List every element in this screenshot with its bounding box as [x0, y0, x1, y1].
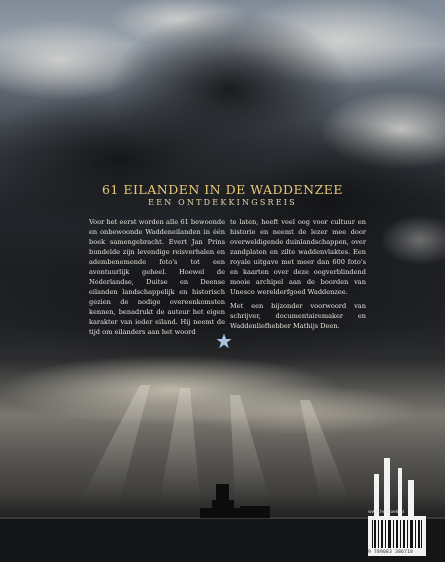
blurb-left-column [89, 217, 225, 341]
barcode [368, 450, 426, 556]
book-title: 61 EILANDEN IN DE WADDENZEE [101, 182, 344, 197]
book-subtitle: EEN ONTDEKKINGSREIS [148, 198, 297, 207]
blurb-paragraph: Met een bijzonder voorwoord van schrijver, documentairemaker en Waddenliefhebber Mathijs Deen. [230, 302, 366, 330]
blurb-paragraph: Voor het eerst worden alle 61 bewoonde en onbewoonde Waddeneilanden in één boek samengebracht. Evert Jan Prins bundelde zijn levendige reisverhalen en adembenemende foto's tot een avontuurlijk geheel. Hoewel de Nederlandse, Duitse en Deense eilanden landschappelijk en historisch gezien de nodige overeenkomsten kennen, benadrukt de auteur het eigen karakter van ieder eiland. Hij neemt de tijd om eilanders aan het woord [89, 218, 225, 336]
blurb-right-column [230, 217, 366, 335]
star-icon [216, 333, 232, 349]
isbn-number: 9 789083 386718 [368, 550, 414, 555]
blurb-paragraph: te laten, heeft veel oog voor cultuur en historie en neemt de lezer mee door overweldigende duinlandschappen, over zandplaten en zilte waddenvlaktes. Een royale uitgave met meer dan 600 foto's en kaarten over deze oogverblindend mooie archipel aan de boorden van Unesco werelderfgoed Waddenzee. [230, 218, 366, 296]
barcode-url: www.hetboek.nl [368, 510, 404, 515]
